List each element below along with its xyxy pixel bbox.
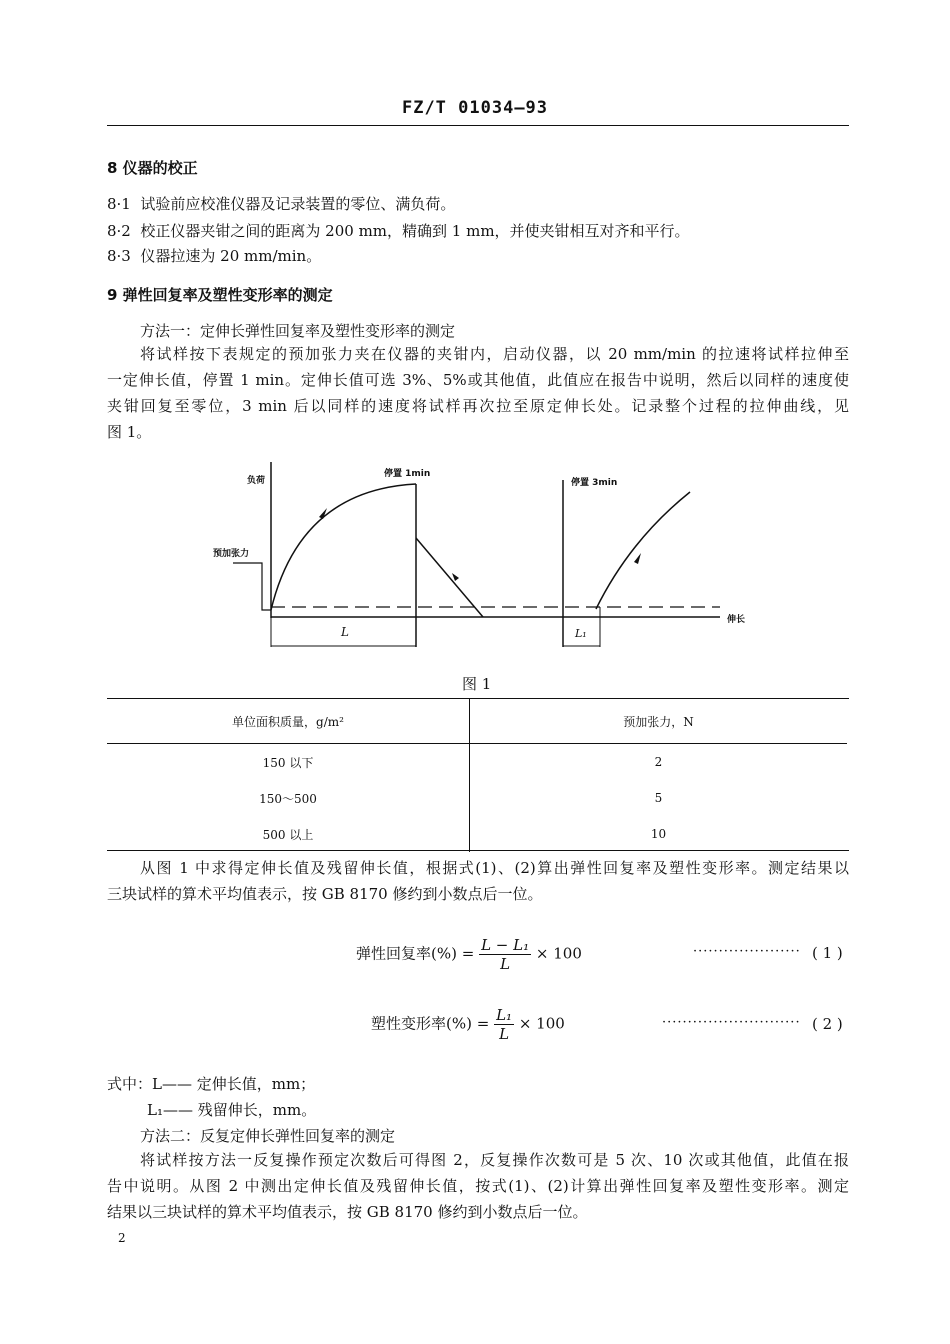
table-header-row: [107, 699, 847, 744]
method1-title: 方法一：定伸长弹性回复率及塑性变形率的测定: [140, 322, 456, 340]
method2-line-1: 将试样按方法一反复操作预定次数后可得图 2，反复操作次数可是 5 次、10 次或其他值，此值在报: [140, 1151, 849, 1169]
header-pretension: 预加张力，N: [470, 699, 848, 744]
formula-2-tail: × 100: [518, 1014, 565, 1033]
reloading-arrow: [634, 553, 641, 564]
item-num: 8·3: [107, 247, 131, 265]
cell-mass: 150～500: [107, 780, 470, 816]
method2-title: 方法二：反复定伸长弹性回复率的测定: [140, 1127, 396, 1145]
formula-1-number: ( 1 ): [812, 944, 843, 962]
reloading-curve: [596, 492, 690, 609]
formula-1-leader: ·····················: [693, 944, 801, 959]
formula-1-lhs: 弹性回复率(%) =: [356, 944, 475, 963]
formula-2-leader: ···························: [662, 1015, 801, 1030]
numerator: L − L₁: [481, 936, 530, 954]
label-stop-3min: 停置 3min: [571, 478, 618, 488]
item-text: 仪器拉速为 20 mm/min。: [140, 247, 322, 265]
method1-line-1: 将试样按下表规定的预加张力夹在仪器的夹钳内，启动仪器，以 20 mm/min 的拉速将试样拉伸至: [140, 345, 849, 363]
standard-number: FZ/T 01034—93: [401, 98, 549, 118]
label-L1: L₁: [575, 627, 587, 640]
after-table-line-1: 从图 1 中求得定伸长值及残留伸长值，根据式(1)、(2)算出弹性回复率及塑性变形率。测定结果以: [140, 859, 849, 877]
label-extension: 伸长: [727, 615, 746, 625]
numerator: L₁: [496, 1006, 513, 1024]
denominator: L: [499, 1025, 510, 1043]
page-number: 2: [118, 1231, 126, 1245]
method2-line-2: 告中说明。从图 2 中测出定伸长值及残留伸长值，按式(1)、(2)计算出弹性回复率及塑性变形率。测定: [107, 1177, 849, 1195]
formula-1: [356, 936, 582, 973]
table-row: [107, 780, 847, 816]
item-num: 8·1: [107, 195, 131, 213]
method1-line-4: 图 1。: [107, 423, 152, 441]
method1-line-2: 一定伸长值，停置 1 min。定伸长值可选 3%、5%或其他值，此值应在报告中说明，然后以同样的速度使: [107, 371, 849, 389]
method1-line-3: 夹钳回复至零位，3 min 后以同样的速度将试样再次拉至原定伸长处。记录整个过程的拉伸曲线，见: [107, 397, 849, 415]
table-row: [107, 744, 847, 781]
unloading-arrow: [452, 573, 459, 581]
where-L: 式中：L—— 定伸长值，mm；: [107, 1075, 316, 1093]
figure-caption: 图 1: [462, 675, 492, 693]
item-text: 校正仪器夹钳之间的距离为 200 mm，精确到 1 mm，并使夹钳相互对齐和平行。: [140, 222, 690, 240]
cell-mass: 150 以下: [107, 744, 470, 781]
loading-arrow: [319, 508, 327, 519]
cell-tension: 10: [650, 827, 667, 841]
method2-line-3: 结果以三块试样的算术平均值表示，按 GB 8170 修约到小数点后一位。: [107, 1203, 588, 1221]
formula-2: [371, 1006, 565, 1043]
loading-curve: [271, 484, 416, 610]
where-L1: L₁—— 残留伸长，mm。: [147, 1101, 317, 1119]
table-row: [107, 816, 847, 852]
pretension-step: [233, 563, 271, 610]
formula-1-tail: × 100: [535, 944, 582, 963]
header-mass: 单位面积质量，g/m²: [107, 699, 470, 744]
cell-tension: 2: [654, 755, 663, 769]
item-num: 8·2: [107, 222, 131, 240]
formula-1-fraction: [479, 936, 531, 973]
cell-tension: 5: [654, 791, 663, 805]
label-load: 负荷: [247, 476, 266, 486]
after-table-line-2: 三块试样的算术平均值表示，按 GB 8170 修约到小数点后一位。: [107, 885, 543, 903]
pretension-table: [107, 699, 847, 852]
denominator: L: [500, 955, 511, 973]
label-stop-1min: 停置 1min: [384, 469, 431, 479]
formula-2-lhs: 塑性变形率(%) =: [371, 1014, 490, 1033]
cell-mass: 500 以上: [107, 816, 470, 852]
unloading-line: [416, 538, 483, 617]
formula-2-number: ( 2 ): [812, 1015, 843, 1033]
label-pretension: 预加张力: [213, 549, 250, 559]
section-9-title: 9 弹性回复率及塑性变形率的测定: [107, 286, 333, 304]
section-8-title: 8 仪器的校正: [107, 159, 198, 177]
table-bottom-rule: [107, 850, 849, 851]
item-text: 试验前应校准仪器及记录装置的零位、满负荷。: [140, 195, 456, 213]
label-L: L: [341, 625, 349, 639]
formula-2-fraction: [494, 1006, 514, 1043]
